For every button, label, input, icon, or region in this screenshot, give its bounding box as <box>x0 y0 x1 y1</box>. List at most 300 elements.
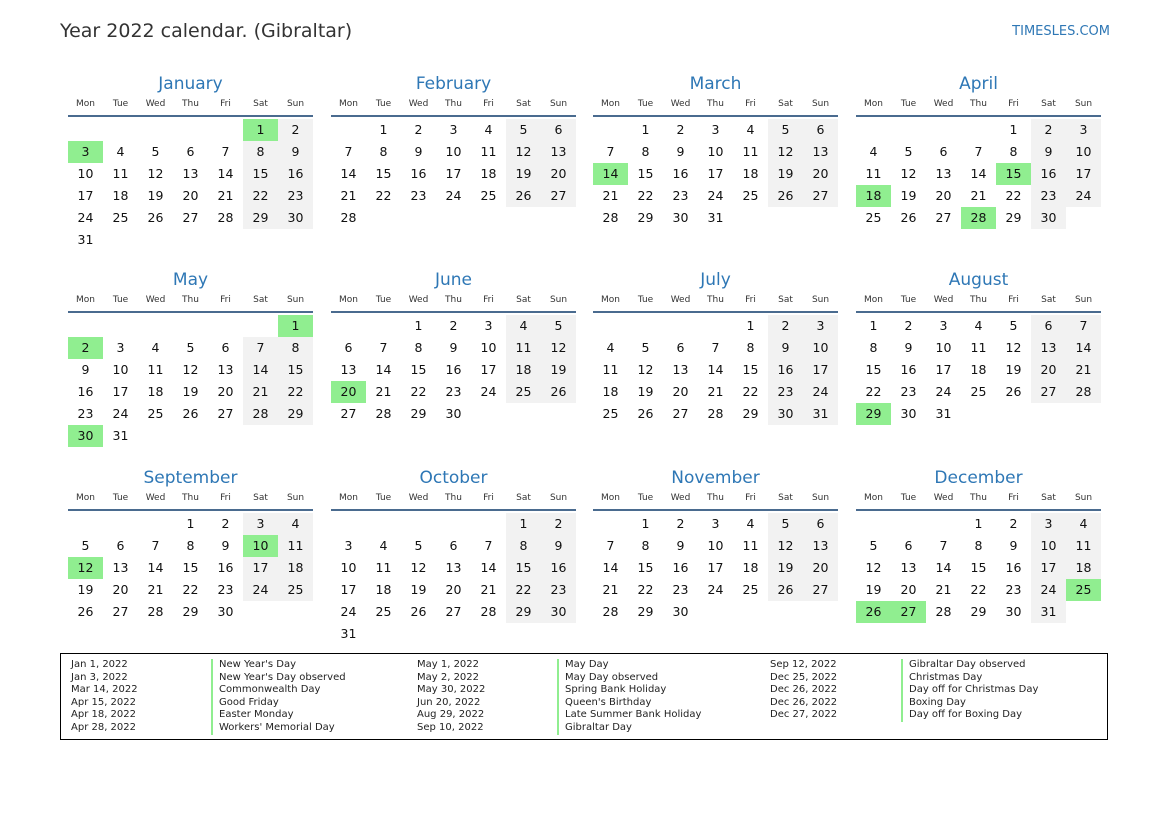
day-cell[interactable]: 23 <box>278 185 313 207</box>
day-cell[interactable]: 28 <box>217 210 234 225</box>
day-cell[interactable]: 4 <box>506 315 541 337</box>
day-cell[interactable]: 19 <box>637 384 654 399</box>
day-cell[interactable]: 5 <box>768 513 803 535</box>
day-cell[interactable]: 11 <box>278 535 313 557</box>
day-cell[interactable]: 29 <box>182 604 199 619</box>
day-cell[interactable]: 21 <box>340 188 357 203</box>
day-cell[interactable]: 27 <box>182 210 199 225</box>
day-cell[interactable]: 9 <box>221 538 230 553</box>
day-cell[interactable]: 3 <box>1031 513 1066 535</box>
holiday-day-cell[interactable]: 1 <box>243 119 278 141</box>
day-cell[interactable]: 14 <box>147 560 164 575</box>
day-cell[interactable]: 31 <box>340 626 357 641</box>
day-cell[interactable]: 24 <box>340 604 357 619</box>
day-cell[interactable]: 19 <box>506 163 541 185</box>
day-cell[interactable]: 9 <box>676 144 685 159</box>
holiday-day-cell[interactable]: 10 <box>243 535 278 557</box>
day-cell[interactable]: 23 <box>77 406 94 421</box>
day-cell[interactable]: 16 <box>672 560 689 575</box>
day-cell[interactable]: 5 <box>904 144 913 159</box>
day-cell[interactable]: 4 <box>379 538 388 553</box>
day-cell[interactable]: 26 <box>768 579 803 601</box>
day-cell[interactable]: 3 <box>939 318 948 333</box>
holiday-day-cell[interactable]: 18 <box>856 185 891 207</box>
holiday-day-cell[interactable]: 25 <box>1066 579 1101 601</box>
day-cell[interactable]: 8 <box>641 538 650 553</box>
day-cell[interactable]: 18 <box>278 557 313 579</box>
day-cell[interactable]: 10 <box>1031 535 1066 557</box>
day-cell[interactable]: 25 <box>742 188 759 203</box>
day-cell[interactable]: 28 <box>602 210 619 225</box>
day-cell[interactable]: 13 <box>182 166 199 181</box>
day-cell[interactable]: 28 <box>935 604 952 619</box>
day-cell[interactable]: 15 <box>410 362 427 377</box>
day-cell[interactable]: 12 <box>410 560 427 575</box>
day-cell[interactable]: 9 <box>278 141 313 163</box>
day-cell[interactable]: 9 <box>541 535 576 557</box>
day-cell[interactable]: 18 <box>375 582 392 597</box>
day-cell[interactable]: 23 <box>1005 582 1022 597</box>
day-cell[interactable]: 10 <box>1066 141 1101 163</box>
day-cell[interactable]: 2 <box>1031 119 1066 141</box>
day-cell[interactable]: 29 <box>637 210 654 225</box>
day-cell[interactable]: 6 <box>939 144 948 159</box>
day-cell[interactable]: 22 <box>278 381 313 403</box>
day-cell[interactable]: 13 <box>340 362 357 377</box>
day-cell[interactable]: 5 <box>186 340 195 355</box>
day-cell[interactable]: 4 <box>869 144 878 159</box>
day-cell[interactable]: 1 <box>641 516 650 531</box>
day-cell[interactable]: 2 <box>221 516 230 531</box>
day-cell[interactable]: 6 <box>1031 315 1066 337</box>
day-cell[interactable]: 12 <box>637 362 654 377</box>
day-cell[interactable]: 24 <box>707 188 724 203</box>
day-cell[interactable]: 15 <box>506 557 541 579</box>
day-cell[interactable]: 1 <box>1009 122 1018 137</box>
holiday-day-cell[interactable]: 2 <box>68 337 103 359</box>
day-cell[interactable]: 21 <box>217 188 234 203</box>
day-cell[interactable]: 20 <box>182 188 199 203</box>
day-cell[interactable]: 30 <box>900 406 917 421</box>
day-cell[interactable]: 1 <box>869 318 878 333</box>
day-cell[interactable]: 20 <box>112 582 129 597</box>
day-cell[interactable]: 10 <box>935 340 952 355</box>
day-cell[interactable]: 17 <box>77 188 94 203</box>
day-cell[interactable]: 14 <box>480 560 497 575</box>
day-cell[interactable]: 20 <box>803 163 838 185</box>
day-cell[interactable]: 14 <box>1066 337 1101 359</box>
day-cell[interactable]: 7 <box>221 144 230 159</box>
day-cell[interactable]: 7 <box>344 144 353 159</box>
day-cell[interactable]: 22 <box>742 384 759 399</box>
day-cell[interactable]: 13 <box>935 166 952 181</box>
day-cell[interactable]: 25 <box>278 579 313 601</box>
day-cell[interactable]: 19 <box>410 582 427 597</box>
day-cell[interactable]: 14 <box>340 166 357 181</box>
day-cell[interactable]: 17 <box>707 560 724 575</box>
day-cell[interactable]: 26 <box>182 406 199 421</box>
day-cell[interactable]: 18 <box>1066 557 1101 579</box>
day-cell[interactable]: 18 <box>742 560 759 575</box>
day-cell[interactable]: 7 <box>939 538 948 553</box>
holiday-day-cell[interactable]: 30 <box>68 425 103 447</box>
day-cell[interactable]: 9 <box>449 340 458 355</box>
day-cell[interactable]: 1 <box>641 122 650 137</box>
day-cell[interactable]: 23 <box>217 582 234 597</box>
day-cell[interactable]: 16 <box>541 557 576 579</box>
day-cell[interactable]: 3 <box>243 513 278 535</box>
holiday-day-cell[interactable]: 27 <box>891 601 926 623</box>
day-cell[interactable]: 24 <box>803 381 838 403</box>
day-cell[interactable]: 20 <box>1031 359 1066 381</box>
day-cell[interactable]: 28 <box>602 604 619 619</box>
day-cell[interactable]: 9 <box>414 144 423 159</box>
holiday-day-cell[interactable]: 12 <box>68 557 103 579</box>
day-cell[interactable]: 12 <box>865 560 882 575</box>
day-cell[interactable]: 8 <box>1009 144 1018 159</box>
day-cell[interactable]: 12 <box>768 535 803 557</box>
day-cell[interactable]: 1 <box>506 513 541 535</box>
day-cell[interactable]: 24 <box>77 210 94 225</box>
day-cell[interactable]: 31 <box>77 232 94 247</box>
day-cell[interactable]: 25 <box>865 210 882 225</box>
day-cell[interactable]: 11 <box>742 538 759 553</box>
day-cell[interactable]: 10 <box>445 144 462 159</box>
day-cell[interactable]: 2 <box>414 122 423 137</box>
day-cell[interactable]: 13 <box>217 362 234 377</box>
day-cell[interactable]: 25 <box>742 582 759 597</box>
day-cell[interactable]: 19 <box>900 188 917 203</box>
day-cell[interactable]: 21 <box>602 582 619 597</box>
day-cell[interactable]: 19 <box>147 188 164 203</box>
day-cell[interactable]: 12 <box>900 166 917 181</box>
day-cell[interactable]: 11 <box>865 166 882 181</box>
day-cell[interactable]: 2 <box>278 119 313 141</box>
day-cell[interactable]: 5 <box>641 340 650 355</box>
day-cell[interactable]: 27 <box>340 406 357 421</box>
day-cell[interactable]: 24 <box>1031 579 1066 601</box>
day-cell[interactable]: 4 <box>116 144 125 159</box>
day-cell[interactable]: 4 <box>278 513 313 535</box>
day-cell[interactable]: 23 <box>541 579 576 601</box>
day-cell[interactable]: 25 <box>602 406 619 421</box>
day-cell[interactable]: 21 <box>375 384 392 399</box>
day-cell[interactable]: 8 <box>186 538 195 553</box>
day-cell[interactable]: 21 <box>970 188 987 203</box>
day-cell[interactable]: 3 <box>711 122 720 137</box>
day-cell[interactable]: 21 <box>147 582 164 597</box>
day-cell[interactable]: 14 <box>217 166 234 181</box>
day-cell[interactable]: 22 <box>243 185 278 207</box>
day-cell[interactable]: 14 <box>935 560 952 575</box>
day-cell[interactable]: 2 <box>676 516 685 531</box>
day-cell[interactable]: 11 <box>147 362 164 377</box>
day-cell[interactable]: 2 <box>904 318 913 333</box>
day-cell[interactable]: 21 <box>1066 359 1101 381</box>
day-cell[interactable]: 27 <box>445 604 462 619</box>
day-cell[interactable]: 23 <box>900 384 917 399</box>
day-cell[interactable]: 11 <box>112 166 129 181</box>
day-cell[interactable]: 27 <box>803 185 838 207</box>
day-cell[interactable]: 23 <box>672 188 689 203</box>
day-cell[interactable]: 15 <box>637 560 654 575</box>
holiday-day-cell[interactable]: 3 <box>68 141 103 163</box>
day-cell[interactable]: 27 <box>803 579 838 601</box>
day-cell[interactable]: 30 <box>278 207 313 229</box>
day-cell[interactable]: 9 <box>81 362 90 377</box>
day-cell[interactable]: 25 <box>970 384 987 399</box>
day-cell[interactable]: 1 <box>414 318 423 333</box>
day-cell[interactable]: 3 <box>116 340 125 355</box>
day-cell[interactable]: 23 <box>1031 185 1066 207</box>
holiday-day-cell[interactable]: 1 <box>278 315 313 337</box>
holiday-day-cell[interactable]: 20 <box>331 381 366 403</box>
day-cell[interactable]: 22 <box>410 384 427 399</box>
day-cell[interactable]: 3 <box>449 122 458 137</box>
day-cell[interactable]: 5 <box>414 538 423 553</box>
day-cell[interactable]: 10 <box>340 560 357 575</box>
day-cell[interactable]: 21 <box>707 384 724 399</box>
day-cell[interactable]: 6 <box>676 340 685 355</box>
day-cell[interactable]: 20 <box>445 582 462 597</box>
day-cell[interactable]: 12 <box>506 141 541 163</box>
day-cell[interactable]: 17 <box>707 166 724 181</box>
day-cell[interactable]: 28 <box>707 406 724 421</box>
day-cell[interactable]: 22 <box>506 579 541 601</box>
day-cell[interactable]: 10 <box>77 166 94 181</box>
day-cell[interactable]: 26 <box>541 381 576 403</box>
day-cell[interactable]: 11 <box>480 144 497 159</box>
day-cell[interactable]: 17 <box>1066 163 1101 185</box>
day-cell[interactable]: 26 <box>1005 384 1022 399</box>
day-cell[interactable]: 19 <box>768 557 803 579</box>
day-cell[interactable]: 2 <box>449 318 458 333</box>
day-cell[interactable]: 25 <box>506 381 541 403</box>
day-cell[interactable]: 5 <box>151 144 160 159</box>
day-cell[interactable]: 21 <box>935 582 952 597</box>
day-cell[interactable]: 6 <box>803 513 838 535</box>
day-cell[interactable]: 26 <box>637 406 654 421</box>
day-cell[interactable]: 8 <box>278 337 313 359</box>
day-cell[interactable]: 22 <box>865 384 882 399</box>
day-cell[interactable]: 15 <box>243 163 278 185</box>
day-cell[interactable]: 27 <box>541 185 576 207</box>
day-cell[interactable]: 12 <box>541 337 576 359</box>
day-cell[interactable]: 31 <box>1031 601 1066 623</box>
day-cell[interactable]: 5 <box>541 315 576 337</box>
day-cell[interactable]: 12 <box>768 141 803 163</box>
day-cell[interactable]: 26 <box>506 185 541 207</box>
day-cell[interactable]: 1 <box>974 516 983 531</box>
day-cell[interactable]: 30 <box>217 604 234 619</box>
day-cell[interactable]: 7 <box>379 340 388 355</box>
holiday-day-cell[interactable]: 26 <box>856 601 891 623</box>
day-cell[interactable]: 29 <box>278 403 313 425</box>
day-cell[interactable]: 8 <box>506 535 541 557</box>
day-cell[interactable]: 4 <box>746 516 755 531</box>
day-cell[interactable]: 14 <box>375 362 392 377</box>
day-cell[interactable]: 19 <box>865 582 882 597</box>
day-cell[interactable]: 31 <box>707 210 724 225</box>
day-cell[interactable]: 8 <box>974 538 983 553</box>
day-cell[interactable]: 21 <box>602 188 619 203</box>
day-cell[interactable]: 29 <box>970 604 987 619</box>
day-cell[interactable]: 12 <box>1005 340 1022 355</box>
day-cell[interactable]: 18 <box>742 166 759 181</box>
day-cell[interactable]: 28 <box>147 604 164 619</box>
day-cell[interactable]: 17 <box>803 359 838 381</box>
day-cell[interactable]: 16 <box>672 166 689 181</box>
day-cell[interactable]: 3 <box>803 315 838 337</box>
day-cell[interactable]: 25 <box>147 406 164 421</box>
day-cell[interactable]: 18 <box>112 188 129 203</box>
day-cell[interactable]: 10 <box>112 362 129 377</box>
day-cell[interactable]: 30 <box>672 604 689 619</box>
day-cell[interactable]: 24 <box>1066 185 1101 207</box>
day-cell[interactable]: 22 <box>970 582 987 597</box>
day-cell[interactable]: 30 <box>1031 207 1066 229</box>
day-cell[interactable]: 12 <box>147 166 164 181</box>
day-cell[interactable]: 6 <box>344 340 353 355</box>
day-cell[interactable]: 3 <box>711 516 720 531</box>
day-cell[interactable]: 9 <box>1031 141 1066 163</box>
day-cell[interactable]: 27 <box>217 406 234 421</box>
day-cell[interactable]: 13 <box>112 560 129 575</box>
day-cell[interactable]: 3 <box>344 538 353 553</box>
day-cell[interactable]: 17 <box>112 384 129 399</box>
day-cell[interactable]: 16 <box>77 384 94 399</box>
day-cell[interactable]: 1 <box>746 318 755 333</box>
day-cell[interactable]: 23 <box>672 582 689 597</box>
day-cell[interactable]: 6 <box>904 538 913 553</box>
day-cell[interactable]: 19 <box>182 384 199 399</box>
day-cell[interactable]: 3 <box>484 318 493 333</box>
day-cell[interactable]: 22 <box>182 582 199 597</box>
day-cell[interactable]: 18 <box>602 384 619 399</box>
day-cell[interactable]: 16 <box>900 362 917 377</box>
day-cell[interactable]: 19 <box>768 163 803 185</box>
day-cell[interactable]: 2 <box>541 513 576 535</box>
day-cell[interactable]: 14 <box>970 166 987 181</box>
day-cell[interactable]: 26 <box>900 210 917 225</box>
day-cell[interactable]: 7 <box>711 340 720 355</box>
day-cell[interactable]: 9 <box>1009 538 1018 553</box>
day-cell[interactable]: 26 <box>77 604 94 619</box>
day-cell[interactable]: 8 <box>869 340 878 355</box>
day-cell[interactable]: 13 <box>1031 337 1066 359</box>
day-cell[interactable]: 16 <box>1031 163 1066 185</box>
day-cell[interactable]: 17 <box>445 166 462 181</box>
day-cell[interactable]: 24 <box>935 384 952 399</box>
day-cell[interactable]: 8 <box>414 340 423 355</box>
day-cell[interactable]: 21 <box>480 582 497 597</box>
day-cell[interactable]: 17 <box>935 362 952 377</box>
day-cell[interactable]: 20 <box>935 188 952 203</box>
day-cell[interactable]: 24 <box>707 582 724 597</box>
day-cell[interactable]: 30 <box>768 403 803 425</box>
day-cell[interactable]: 7 <box>151 538 160 553</box>
day-cell[interactable]: 28 <box>1066 381 1101 403</box>
day-cell[interactable]: 19 <box>541 359 576 381</box>
day-cell[interactable]: 26 <box>147 210 164 225</box>
day-cell[interactable]: 22 <box>1005 188 1022 203</box>
day-cell[interactable]: 19 <box>1005 362 1022 377</box>
day-cell[interactable]: 7 <box>1066 315 1101 337</box>
day-cell[interactable]: 24 <box>445 188 462 203</box>
day-cell[interactable]: 6 <box>221 340 230 355</box>
day-cell[interactable]: 23 <box>445 384 462 399</box>
day-cell[interactable]: 17 <box>480 362 497 377</box>
day-cell[interactable]: 15 <box>637 166 654 181</box>
day-cell[interactable]: 29 <box>742 406 759 421</box>
day-cell[interactable]: 28 <box>340 210 357 225</box>
day-cell[interactable]: 10 <box>707 538 724 553</box>
day-cell[interactable]: 26 <box>410 604 427 619</box>
day-cell[interactable]: 27 <box>935 210 952 225</box>
day-cell[interactable]: 11 <box>506 337 541 359</box>
day-cell[interactable]: 15 <box>278 359 313 381</box>
day-cell[interactable]: 30 <box>541 601 576 623</box>
day-cell[interactable]: 20 <box>803 557 838 579</box>
day-cell[interactable]: 23 <box>410 188 427 203</box>
day-cell[interactable]: 14 <box>602 560 619 575</box>
day-cell[interactable]: 27 <box>112 604 129 619</box>
day-cell[interactable]: 2 <box>1009 516 1018 531</box>
day-cell[interactable]: 4 <box>151 340 160 355</box>
day-cell[interactable]: 22 <box>637 582 654 597</box>
day-cell[interactable]: 24 <box>112 406 129 421</box>
day-cell[interactable]: 18 <box>480 166 497 181</box>
day-cell[interactable]: 29 <box>243 207 278 229</box>
day-cell[interactable]: 12 <box>182 362 199 377</box>
day-cell[interactable]: 21 <box>243 381 278 403</box>
day-cell[interactable]: 23 <box>768 381 803 403</box>
day-cell[interactable]: 27 <box>672 406 689 421</box>
day-cell[interactable]: 22 <box>375 188 392 203</box>
day-cell[interactable]: 25 <box>480 188 497 203</box>
day-cell[interactable]: 5 <box>768 119 803 141</box>
day-cell[interactable]: 31 <box>803 403 838 425</box>
day-cell[interactable]: 3 <box>1066 119 1101 141</box>
day-cell[interactable]: 16 <box>768 359 803 381</box>
day-cell[interactable]: 8 <box>243 141 278 163</box>
day-cell[interactable]: 4 <box>606 340 615 355</box>
day-cell[interactable]: 13 <box>900 560 917 575</box>
day-cell[interactable]: 24 <box>243 579 278 601</box>
day-cell[interactable]: 22 <box>637 188 654 203</box>
day-cell[interactable]: 1 <box>186 516 195 531</box>
day-cell[interactable]: 17 <box>340 582 357 597</box>
day-cell[interactable]: 4 <box>1066 513 1101 535</box>
day-cell[interactable]: 2 <box>768 315 803 337</box>
day-cell[interactable]: 28 <box>243 403 278 425</box>
day-cell[interactable]: 16 <box>445 362 462 377</box>
day-cell[interactable]: 6 <box>541 119 576 141</box>
day-cell[interactable]: 29 <box>410 406 427 421</box>
day-cell[interactable]: 7 <box>606 144 615 159</box>
day-cell[interactable]: 25 <box>112 210 129 225</box>
day-cell[interactable]: 11 <box>742 144 759 159</box>
day-cell[interactable]: 13 <box>803 141 838 163</box>
day-cell[interactable]: 6 <box>116 538 125 553</box>
day-cell[interactable]: 29 <box>637 604 654 619</box>
day-cell[interactable]: 2 <box>676 122 685 137</box>
day-cell[interactable]: 4 <box>746 122 755 137</box>
day-cell[interactable]: 31 <box>112 428 129 443</box>
day-cell[interactable]: 24 <box>480 384 497 399</box>
holiday-day-cell[interactable]: 28 <box>961 207 996 229</box>
day-cell[interactable]: 5 <box>1009 318 1018 333</box>
